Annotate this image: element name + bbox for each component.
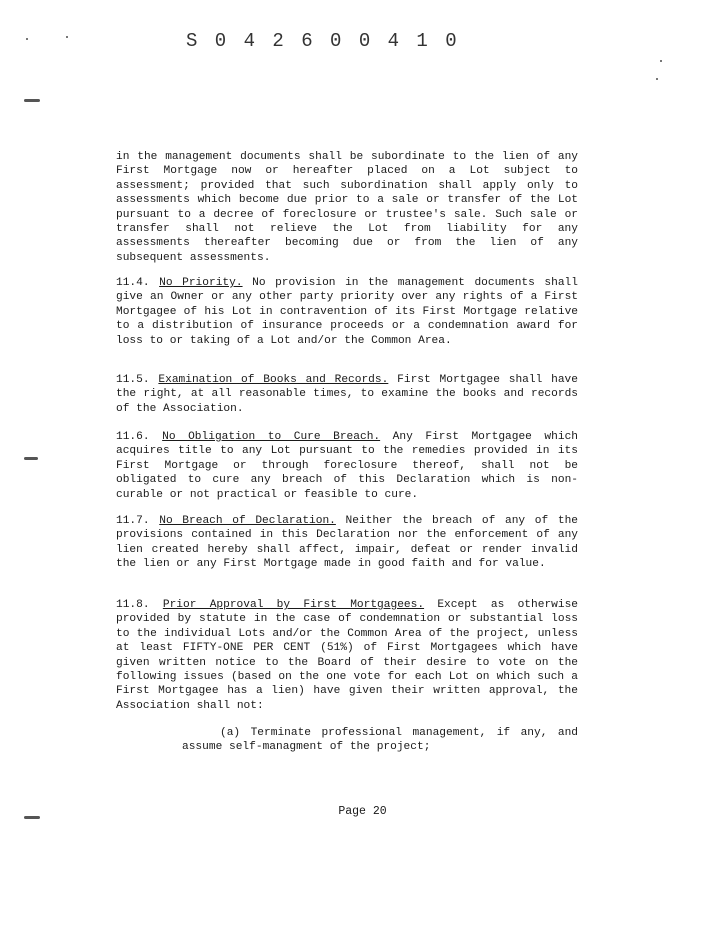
section-number: 11.7.: [116, 515, 150, 527]
section-text: Any First Mortgagee which acquires title to any Lot pursuant to the remedies provided in its First Mortgage or through foreclosure thereof, shall not be obligated to cure any breach of this Declaration which is non-curable or not practical or feasible to cure.: [116, 431, 578, 501]
section-text: Neither the breach of any of the provisions contained in this Declaration nor the enforcement of any lien created hereby shall affect, impair, defeat or render invalid the lien or any First Mortgage made in good faith and for value.: [116, 515, 578, 571]
section-11-8: [116, 598, 578, 713]
scan-speck: [656, 78, 658, 80]
section-text: No provision in the management documents shall give an Owner or any other party priority over any rights of a First Mortgagee of his Lot in contravention of its First Mortgage relative to a distribution of insurance proceeds or a condemnation award for loss to or taking of a Lot and/or the Common Area.: [116, 277, 578, 347]
section-heading: No Breach of Declaration.: [159, 515, 336, 527]
document-number: S 0 4 2 6 0 0 4 1 0: [186, 30, 460, 52]
section-heading: Examination of Books and Records.: [158, 374, 389, 386]
scan-speck: [26, 38, 28, 40]
section-number: 11.5.: [116, 374, 150, 386]
section-11-7: [116, 514, 578, 572]
section-heading: No Obligation to Cure Breach.: [162, 431, 381, 443]
section-11-4: [116, 276, 578, 348]
scan-mark: [24, 99, 40, 102]
intro-paragraph: in the management documents shall be subordinate to the lien of any First Mortgage now or hereafter placed on a Lot subject to assessment; provided that such subordination shall apply only to assessments which become due prior to a sale or transfer of the Lot pursuant to a decree of foreclosure or trustee's sale. Such sale or transfer shall not relieve the Lot from liability for any assessments thereafter becoming due or from the lien of any subsequent assessments.: [116, 151, 578, 264]
scan-mark: [24, 457, 38, 460]
page-number: Page 20: [338, 805, 387, 818]
subitem-text: Terminate professional management, if any, and assume self-managment of the project;: [182, 727, 578, 754]
section-number: 11.6.: [116, 431, 150, 443]
section-heading: Prior Approval by First Mortgagees.: [162, 599, 425, 611]
subitem-a: [182, 726, 578, 755]
subitem-label: (a): [220, 727, 241, 739]
section-11-6: [116, 430, 578, 502]
section-text: First Mortgagee shall have the right, at all reasonable times, to examine the books and records of the Association.: [116, 374, 578, 415]
section-number: 11.8.: [116, 599, 150, 611]
section-heading: No Priority.: [159, 277, 243, 289]
section-11-5: [116, 373, 578, 416]
section-text: Except as otherwise provided by statute in the case of condemnation or substantial loss to the individual Lots and/or the Common Area of the project, unless at least FIFTY-ONE PER CENT (51%) of First Mortgagees which have given written notice to the Board of their desire to vote on the following issues (based on the one vote for each Lot on which such a First Mortgagee has a lien) have given their written approval, the Association shall not:: [116, 599, 579, 712]
scan-speck: [660, 60, 662, 62]
scan-speck: [66, 36, 68, 38]
section-number: 11.4.: [116, 277, 150, 289]
